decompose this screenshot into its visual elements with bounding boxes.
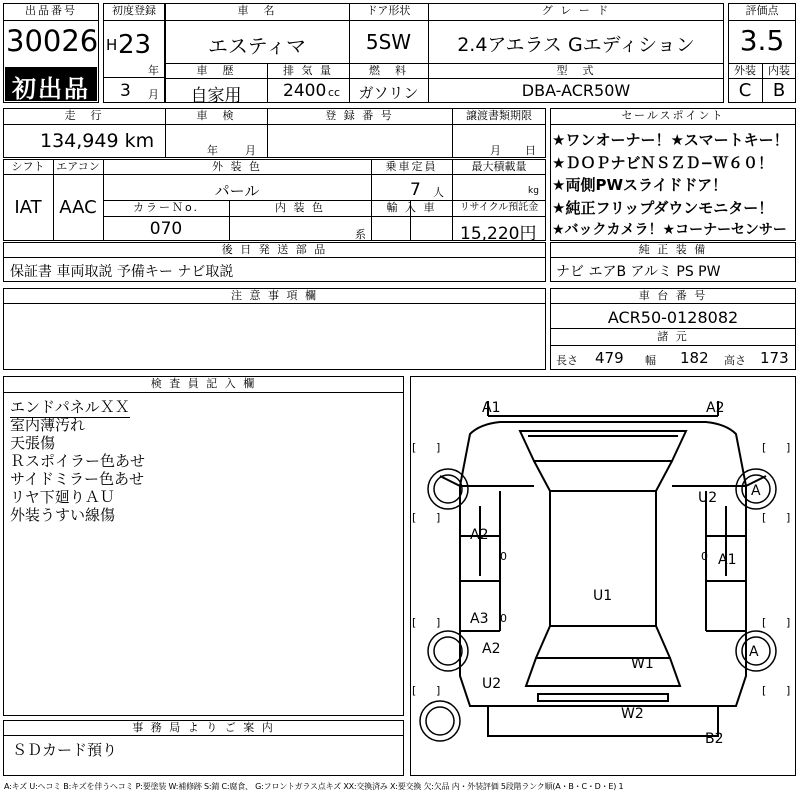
damage-rear-door: W2 [621,706,644,722]
reg-month-unit: 月 [148,88,159,101]
sales-point-header: セールスポイント [621,109,725,122]
damage-front-right: A2 [706,400,725,416]
ext-color-header: 外 装 色 [212,160,262,173]
model-code: DBA-ACR50W [521,81,631,100]
svg-text:[: [ [412,616,417,629]
int-color-unit: 系 [355,228,366,241]
chassis-header: 車 台 番 号 [638,289,708,302]
svg-text:]: ] [786,684,791,697]
svg-text:]: ] [436,441,441,454]
car-name: エスティマ [208,34,306,58]
damage-left-rear: A2 [482,641,501,657]
damage-roof: U1 [593,588,613,604]
lot-number: 30026 [6,24,99,58]
grade-header: グ レ ー ド [541,4,611,17]
lot-number-header: 出品番号 [25,4,77,17]
interior-grade: B [772,80,786,101]
recycle-fee: 15,220円 [460,224,537,244]
svg-text:]: ] [436,684,441,697]
recycle-header: リサイクル預託金 [459,202,539,213]
reg-year-unit: 年 [148,64,159,77]
transfer-deadline-header: 譲渡書類期限 [466,109,532,122]
import-header: 輸 入 車 [386,201,437,214]
car-diagram [410,376,796,776]
door-type: 5SW [365,30,412,54]
chassis-no: ACR50-0128082 [607,308,739,327]
width-label: 幅 [645,354,656,367]
history: 自家用 [190,86,242,106]
svg-text:]: ] [786,511,791,524]
svg-text:[: [ [412,511,417,524]
capacity-header: 乗車定員 [385,160,438,173]
svg-text:]: ] [786,616,791,629]
score-header: 評価点 [745,4,779,17]
height-label: 高さ [724,354,746,367]
shift: IAT [14,197,42,218]
inspector-note-5: サイドミラー色あせ [10,470,144,488]
equipment: ナビ エアB アルミ PS PW [556,264,721,280]
damage-rear-bumper: B2 [705,731,724,747]
sales-point-3: ★両側PWスライドドア！ [552,176,728,194]
int-color-header: 内 装 色 [275,201,325,214]
history-header: 車 歴 [196,64,236,77]
later-parts: 保証書 車両取説 予備キー ナビ取説 [10,264,234,280]
sales-point-5: ★バックカメラ！★コーナーセンサー [552,222,787,238]
displacement-unit: cc [328,86,341,99]
inspector-note-2: 室内薄汚れ [10,416,86,434]
exterior-grade: C [738,80,752,101]
reg-era: H [106,36,118,54]
displacement-header: 排 気 量 [283,64,333,77]
ext-color: パール [214,182,260,200]
damage-right-front-wheel: A [751,483,761,499]
model-code-header: 型 式 [556,64,596,77]
aircon: AAC [59,197,97,218]
office-header: 事 務 局 よ り ご 案 内 [132,721,275,734]
damage-right-front-door: U2 [698,490,718,506]
transfer-month-unit: 月 [490,144,501,157]
max-load-header: 最大積載量 [471,160,527,173]
inspector-header: 検 査 員 記 入 欄 [150,377,257,390]
svg-text:[: [ [762,684,767,697]
first-registration-header: 初度登録 [112,4,156,17]
dimensions-header: 諸 元 [657,330,689,343]
inspector-note-7: 外装うすい線傷 [10,506,116,524]
mileage: 134,949 km [40,130,155,152]
shift-header: シフト [11,160,45,173]
inspector-note-6: リヤ下廻りＡＵ [10,488,115,506]
svg-text:[: [ [762,441,767,454]
damage-left-rear-door: A3 [470,611,489,627]
capacity: 7 [410,180,421,200]
inspection-month-unit: 月 [245,144,256,157]
inspection-year-unit: 年 [207,144,218,157]
legend: A:キズ U:ヘコミ B:キズを伴うヘコミ P:要塗装 W:補修跡 S:錆 C:腐食、 G:フロントガラス点キズ XX:交換済み X:要交換 欠:欠品 内・外装評価 5段階ランク順(A・B・C・D・E) 1 [4,782,624,791]
max-load-unit: kg [528,186,539,196]
equipment-header: 純 正 装 備 [638,243,708,256]
sales-point-2: ★ＤＯＰナビＮＳＺＤ−Ｗ６０！ [552,154,774,172]
interior-grade-header: 内装 [768,64,790,77]
reg-year: 23 [118,30,152,60]
svg-text:[: [ [762,616,767,629]
office-note: ＳＤカード預り [12,741,118,759]
damage-right-middle: A1 [718,552,737,568]
width: 182 [680,349,709,367]
fuel-header: 燃 料 [369,64,408,77]
first-listing-label: 初出品 [12,75,90,103]
sales-point-4: ★純正フリップダウンモニター！ [552,199,774,217]
svg-text:]: ] [436,616,441,629]
svg-text:[: [ [762,511,767,524]
notes-header: 注 意 事 項 欄 [231,289,318,302]
reg-month: 3 [120,81,131,101]
damage-left-front: A2 [470,527,489,543]
svg-text:[: [ [412,684,417,697]
height: 173 [760,349,789,367]
sales-point-1: ★ワンオーナー！★スマートキー！ [552,131,789,149]
damage-left-rear-pillar: 0 [500,612,507,625]
damage-left-front-pillar: 0 [500,550,507,563]
plate-header: 登 録 番 号 [325,109,394,122]
inspector-note-3: 天張傷 [10,434,56,452]
door-header: ドア形状 [366,4,411,17]
fuel: ガソリン [358,84,419,102]
aircon-header: エアコン [56,160,100,173]
transfer-day-unit: 日 [525,144,536,157]
grade: 2.4アエラス Gエディション [457,34,695,56]
damage-rear-glass: W1 [631,656,654,672]
later-parts-header: 後 日 発 送 部 品 [221,243,328,256]
length-label: 長さ [556,354,578,367]
color-no-header: カラーＮo. [132,201,200,214]
exterior-grade-header: 外装 [734,64,756,77]
svg-text:[: [ [412,441,417,454]
car-name-header: 車 名 [237,4,277,17]
inspection-header: 車 検 [196,109,236,122]
damage-right-middle-pillar: 0 [701,550,708,563]
inspector-note-1: エンドパネルＸＸ [10,398,130,416]
svg-text:]: ] [786,441,791,454]
damage-right-rear-wheel: A [749,644,759,660]
svg-text:]: ] [436,511,441,524]
capacity-unit: 人 [433,186,444,199]
displacement: 2400 [283,81,327,101]
length: 479 [595,349,624,367]
score: 3.5 [739,24,785,57]
mileage-header: 走 行 [64,109,104,122]
damage-left-rear-lower: U2 [482,676,502,692]
inspector-note-4: Ｒスポイラー色あせ [10,452,146,470]
color-no: 070 [149,219,183,239]
damage-front-left: A1 [482,400,501,416]
